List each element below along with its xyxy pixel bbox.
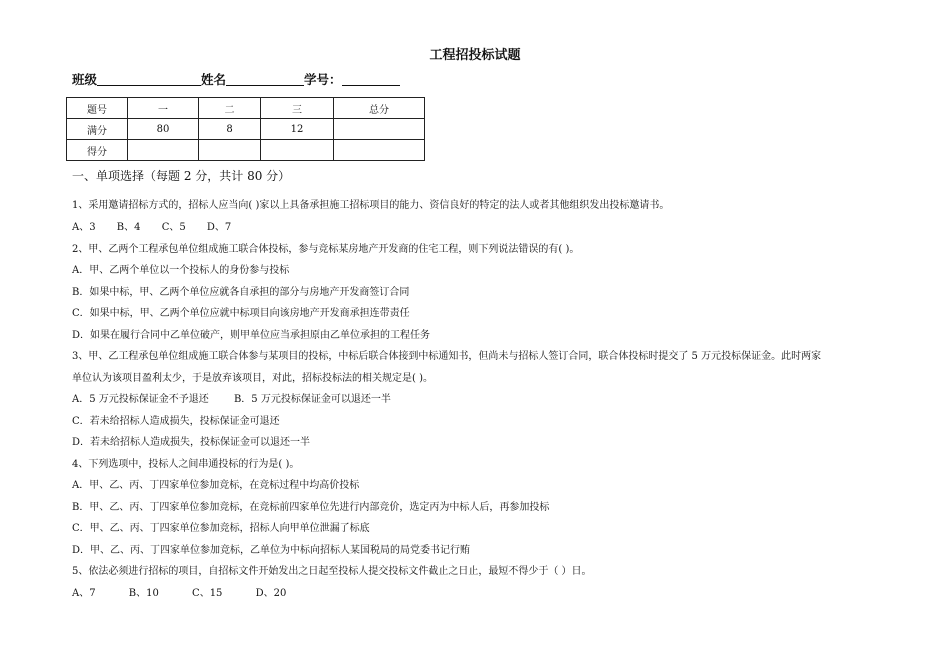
option-b: B、10 bbox=[128, 588, 159, 599]
question-stem: 3、甲、乙工程承包单位组成施工联合体参与某项目的投标，中标后联合体接到中标通知书，但尚未与招标人签订合同，联合体投标时提交了 5 万元投标保证金。此时两家 bbox=[72, 351, 822, 362]
full-score-3: 12 bbox=[261, 119, 334, 140]
header-section-1: 一 bbox=[128, 98, 199, 119]
question-stem: 2、甲、乙两个工程承包单位组成施工联合体投标，参与竞标某房地产开发商的住宅工程，则下列说法错误的有( )。 bbox=[72, 244, 580, 255]
name-label: 姓名 bbox=[201, 72, 227, 87]
option-b: B．甲、乙、丙、丁四家单位参加竞标，在竞标前四家单位先进行内部竞价，选定丙为中标人后，再参加投标 bbox=[72, 502, 550, 513]
option-d: D．甲、乙、丙、丁四家单位参加竞标，乙单位为中标向招标人某国税局的局党委书记行贿 bbox=[72, 545, 471, 556]
student-id-label: 学号： bbox=[304, 72, 342, 87]
exam-title: 工程招投标试题 bbox=[429, 48, 521, 63]
option-c: C．如果中标，甲、乙两个单位应就中标项目向该房地产开发商承担连带责任 bbox=[72, 308, 410, 319]
option-row bbox=[72, 218, 231, 233]
option-c: C、15 bbox=[192, 588, 223, 599]
option-d: D．如果在履行合同中乙单位破产，则甲单位应当承担原由乙单位承担的工程任务 bbox=[72, 330, 431, 341]
option-b: B、4 bbox=[116, 222, 141, 233]
earned-score-total[interactable] bbox=[334, 140, 425, 161]
option-d: D、20 bbox=[255, 588, 287, 599]
option-a: A．5 万元投标保证金不予退还 bbox=[72, 394, 209, 405]
option-row bbox=[72, 390, 391, 405]
question-stem-continued: 单位认为该项目盈利太少，于是放弃该项目，对此，招标投标法的相关规定是( )。 bbox=[72, 373, 433, 384]
earned-score-3[interactable] bbox=[261, 140, 334, 161]
option-d: D．若未给招标人造成损失，投标保证金可以退还一半 bbox=[72, 437, 311, 448]
student-info-line bbox=[72, 70, 400, 88]
score-table bbox=[66, 97, 425, 161]
score-table-header-row bbox=[67, 98, 425, 119]
row-label-full-score: 满分 bbox=[67, 119, 128, 140]
section-heading: 一、单项选择（每题 2 分，共计 80 分） bbox=[72, 169, 291, 183]
full-score-1: 80 bbox=[128, 119, 199, 140]
option-c: C、5 bbox=[161, 222, 186, 233]
option-c: C．甲、乙、丙、丁四家单位参加竞标，招标人向甲单位泄漏了标底 bbox=[72, 523, 370, 534]
option-a: A．甲、乙、丙、丁四家单位参加竞标，在竞标过程中均高价投标 bbox=[72, 480, 360, 491]
option-a: A．甲、乙两个单位以一个投标人的身份参与投标 bbox=[72, 265, 290, 276]
question-stem: 4、下列选项中，投标人之间串通投标的行为是( )。 bbox=[72, 459, 300, 470]
earned-score-1[interactable] bbox=[128, 140, 199, 161]
header-section-3: 三 bbox=[261, 98, 334, 119]
student-id-blank[interactable] bbox=[342, 71, 400, 86]
earned-score-2[interactable] bbox=[199, 140, 261, 161]
question-stem: 1、采用邀请招标方式的，招标人应当向( )家以上具备承担施工招标项目的能力、资信良好的特定的法人或者其他组织发出投标邀请书。 bbox=[72, 200, 670, 211]
option-d: D、7 bbox=[206, 222, 232, 233]
score-table-earned-row bbox=[67, 140, 425, 161]
header-total: 总分 bbox=[334, 98, 425, 119]
full-score-2: 8 bbox=[199, 119, 261, 140]
question-stem: 5、依法必须进行招标的项目，自招标文件开始发出之日起至投标人提交投标文件截止之日止，最短不得少于（ ）日。 bbox=[72, 566, 592, 577]
name-blank[interactable] bbox=[226, 71, 304, 86]
class-label: 班级 bbox=[72, 72, 98, 87]
row-label-earned: 得分 bbox=[67, 140, 128, 161]
full-score-total bbox=[334, 119, 425, 140]
class-blank[interactable] bbox=[97, 71, 201, 86]
option-b: B．5 万元投标保证金可以退还一半 bbox=[233, 394, 391, 405]
option-b: B．如果中标，甲、乙两个单位应就各自承担的部分与房地产开发商签订合同 bbox=[72, 287, 410, 298]
option-row bbox=[72, 584, 286, 599]
option-c: C．若未给招标人造成损失，投标保证金可退还 bbox=[72, 416, 280, 427]
option-a: A、3 bbox=[72, 222, 96, 233]
option-a: A、7 bbox=[72, 588, 96, 599]
score-table-full-row bbox=[67, 119, 425, 140]
row-label-question-no: 题号 bbox=[67, 98, 128, 119]
header-section-2: 二 bbox=[199, 98, 261, 119]
